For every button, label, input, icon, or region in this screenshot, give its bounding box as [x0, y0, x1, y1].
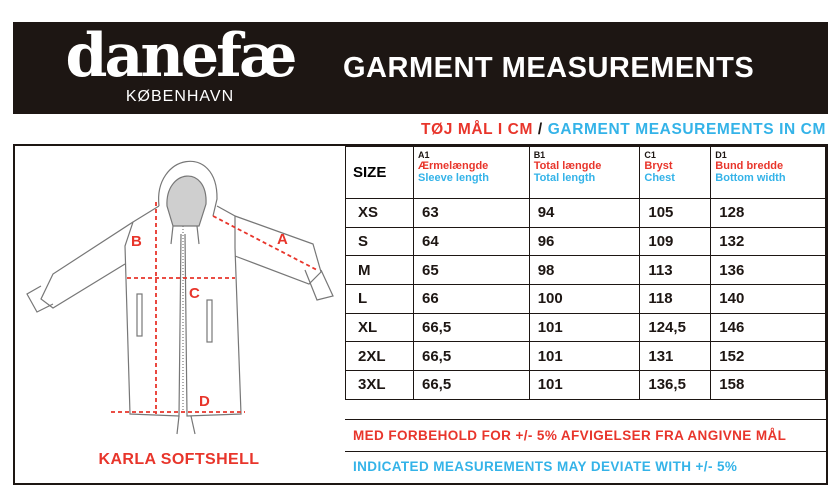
right-pocket [207, 300, 212, 342]
column-label-english: Sleeve length [418, 172, 489, 184]
table-row [346, 256, 826, 285]
left-sleeve [41, 222, 133, 308]
size-cell: L [346, 285, 414, 314]
bottom-width-cell: 158 [711, 371, 826, 400]
column-label-danish: Total længde [533, 160, 602, 172]
size-cell: XL [346, 313, 414, 342]
chest-cell: 109 [640, 227, 711, 256]
size-cell: S [346, 227, 414, 256]
header-bar [13, 22, 828, 114]
size-cell: M [346, 256, 414, 285]
chest-cell: 124,5 [640, 313, 711, 342]
sleeve-length-cell: 65 [414, 256, 530, 285]
total-length-cell: 101 [529, 313, 640, 342]
bottom-width-cell: 140 [711, 285, 826, 314]
brand-location: KØBENHAVN [125, 88, 235, 105]
measure-line-a [213, 216, 317, 270]
table-row [346, 227, 826, 256]
chest-cell: 105 [640, 199, 711, 228]
measure-label-d: D [199, 393, 210, 410]
total-length-cell: 101 [529, 371, 640, 400]
sleeve-length-cell: 66,5 [414, 313, 530, 342]
size-cell: 2XL [346, 342, 414, 371]
column-code: A1 [418, 150, 430, 160]
total-length-cell: 94 [529, 199, 640, 228]
table-row [346, 199, 826, 228]
subtitle [421, 121, 826, 139]
column-header-d [711, 147, 826, 199]
measurement-table [345, 146, 826, 400]
column-label-english: Chest [644, 172, 675, 184]
size-cell: XS [346, 199, 414, 228]
jacket-illustration [13, 144, 345, 444]
measure-label-b: B [131, 233, 142, 250]
bottom-width-cell: 132 [711, 227, 826, 256]
column-label-english: Total length [533, 172, 596, 184]
sleeve-length-cell: 66,5 [414, 371, 530, 400]
total-length-cell: 100 [529, 285, 640, 314]
bottom-width-cell: 146 [711, 313, 826, 342]
chest-cell: 136,5 [640, 371, 711, 400]
subtitle-english: GARMENT MEASUREMENTS IN CM [547, 121, 826, 138]
column-label-danish: Bund bredde [715, 160, 784, 172]
total-length-cell: 98 [529, 256, 640, 285]
sleeve-length-cell: 66,5 [414, 342, 530, 371]
subtitle-separator: / [537, 121, 543, 138]
jacket-right-body [185, 206, 241, 416]
measure-label-a: A [277, 231, 288, 248]
left-pocket [137, 294, 142, 336]
column-code: C1 [644, 150, 656, 160]
table-row [346, 285, 826, 314]
sleeve-length-cell: 63 [414, 199, 530, 228]
total-length-cell: 101 [529, 342, 640, 371]
column-header-c [640, 147, 711, 199]
left-cuff [27, 286, 53, 312]
table-row [346, 342, 826, 371]
column-label-danish: Ærmelængde [418, 160, 489, 172]
bottom-width-cell: 128 [711, 199, 826, 228]
size-cell: 3XL [346, 371, 414, 400]
hood-inner [167, 176, 206, 226]
bottom-width-cell: 136 [711, 256, 826, 285]
column-label-english: Bottom width [715, 172, 786, 184]
page-title: GARMENT MEASUREMENTS [343, 52, 755, 84]
sleeve-length-cell: 64 [414, 227, 530, 256]
chest-cell: 131 [640, 342, 711, 371]
garment-name: KARLA SOFTSHELL [98, 451, 260, 468]
garment-illustration-panel [13, 144, 345, 485]
column-code: B1 [533, 150, 546, 160]
bottom-width-cell: 152 [711, 342, 826, 371]
table-header-row [346, 147, 826, 199]
chest-cell: 113 [640, 256, 711, 285]
measure-label-c: C [189, 285, 200, 302]
tolerance-note-danish: MED FORBEHOLD FOR +/- 5% AFVIGELSER FRA ANGIVNE MÅL [345, 419, 826, 452]
tolerance-note-english: INDICATED MEASUREMENTS MAY DEVIATE WITH +/- 5% [353, 459, 738, 474]
total-length-cell: 96 [529, 227, 640, 256]
chest-cell: 118 [640, 285, 711, 314]
brand-logo: danefæ [65, 21, 295, 91]
column-header-a [414, 147, 530, 199]
table-row [346, 313, 826, 342]
column-header-b [529, 147, 640, 199]
size-header: SIZE [346, 147, 414, 199]
hem-drawcord [177, 416, 195, 434]
column-label-danish: Bryst [644, 160, 673, 172]
table-row [346, 371, 826, 400]
sleeve-length-cell: 66 [414, 285, 530, 314]
column-code: D1 [715, 150, 727, 160]
subtitle-danish: TØJ MÅL I CM [421, 121, 533, 138]
